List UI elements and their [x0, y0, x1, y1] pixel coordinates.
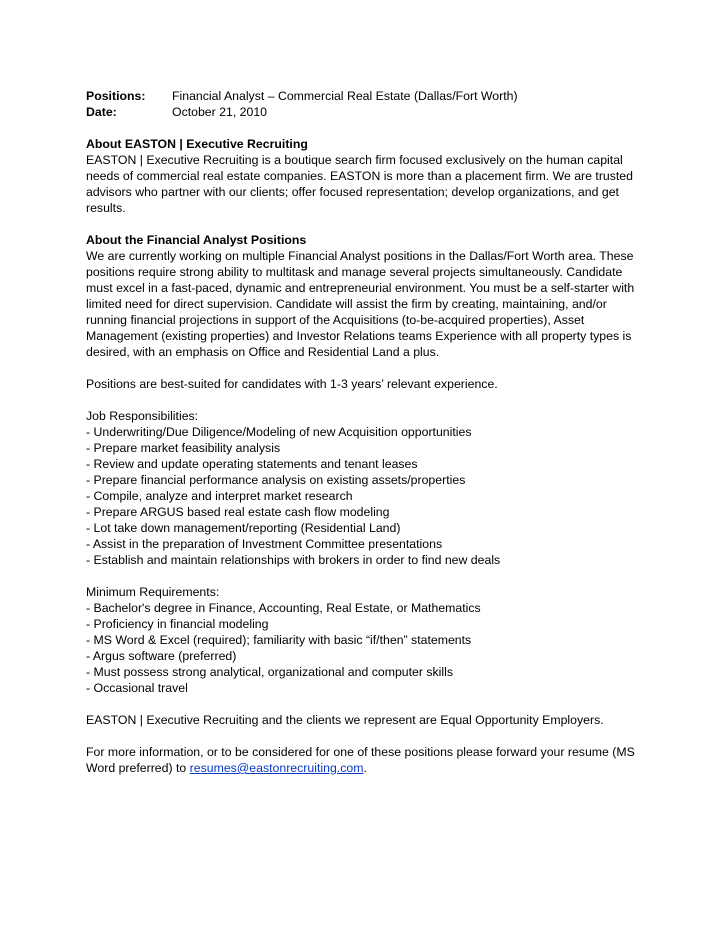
eeo-statement: EASTON | Executive Recruiting and the clients we represent are Equal Opportunity Employers. — [86, 713, 604, 727]
list-item: - Argus software (preferred) — [86, 649, 237, 663]
list-item: - Lot take down management/reporting (Residential Land) — [86, 521, 401, 535]
list-item: - Compile, analyze and interpret market research — [86, 489, 353, 503]
positions-value: Financial Analyst – Commercial Real Estate (Dallas/Fort Worth) — [172, 89, 518, 103]
spacer — [86, 696, 646, 712]
about-positions-body: We are currently working on multiple Financial Analyst positions in the Dallas/Fort Worth area. These positions require strong ability to multitask and manage several projects simultaneously. Candidate must excel in a fast-paced, dynamic and entrepreneurial environment. You must be a self-starter with limited need for direct supervision. Candidate will assist the firm by creating, maintaining, and/or running financial projections in support of the Acquisitions (to-be-acquired properties), Asset Management (existing properties) and Investor Relations teams Experience with all property types is desired, with an emphasis on Office and Residential Land a plus. — [86, 249, 635, 359]
list-item: - Underwriting/Due Diligence/Modeling of new Acquisition opportunities — [86, 425, 472, 439]
list-item: - Occasional travel — [86, 681, 188, 695]
spacer — [86, 728, 646, 744]
about-positions-heading: About the Financial Analyst Positions — [86, 233, 307, 247]
contact-text-end: . — [363, 761, 367, 775]
list-item: - Proficiency in financial modeling — [86, 617, 269, 631]
email-link[interactable]: resumes@eastonrecruiting.com — [189, 761, 364, 775]
experience-note: Positions are best-suited for candidates with 1-3 years’ relevant experience. — [86, 377, 498, 391]
responsibilities-list — [86, 424, 646, 568]
date-row — [86, 104, 646, 120]
requirements-heading: Minimum Requirements: — [86, 585, 220, 599]
spacer — [86, 392, 646, 408]
positions-row — [86, 88, 646, 104]
spacer — [86, 360, 646, 376]
list-item: - Prepare ARGUS based real estate cash flow modeling — [86, 505, 390, 519]
about-firm-heading: About EASTON | Executive Recruiting — [86, 137, 308, 151]
about-firm-body: EASTON | Executive Recruiting is a boutique search firm focused exclusively on the human capital needs of commercial real estate companies. EASTON is more than a placement firm. We are trusted advisors who partner with our clients; offer focused representation; develop organizations, and get results. — [86, 153, 633, 215]
document-content — [86, 88, 646, 776]
list-item: - Bachelor's degree in Finance, Accounting, Real Estate, or Mathematics — [86, 601, 481, 615]
list-item: - Establish and maintain relationships with brokers in order to find new deals — [86, 553, 501, 567]
spacer — [86, 568, 646, 584]
date-value: October 21, 2010 — [172, 105, 268, 119]
spacer — [86, 216, 646, 232]
list-item: - MS Word & Excel (required); familiarity with basic “if/then” statements — [86, 633, 472, 647]
list-item: - Prepare financial performance analysis on existing assets/properties — [86, 473, 466, 487]
list-item: - Prepare market feasibility analysis — [86, 441, 281, 455]
contact-paragraph — [86, 744, 646, 776]
positions-label: Positions: — [86, 89, 146, 103]
list-item: - Must possess strong analytical, organizational and computer skills — [86, 665, 454, 679]
requirements-list — [86, 600, 646, 696]
contact-text: For more information, or to be considered for one of these positions please forward your resume (MS Word preferred) to — [86, 745, 635, 775]
spacer — [86, 120, 646, 136]
date-label: Date: — [86, 105, 117, 119]
list-item: - Assist in the preparation of Investment Committee presentations — [86, 537, 443, 551]
responsibilities-heading: Job Responsibilities: — [86, 409, 199, 423]
list-item: - Review and update operating statements and tenant leases — [86, 457, 418, 471]
